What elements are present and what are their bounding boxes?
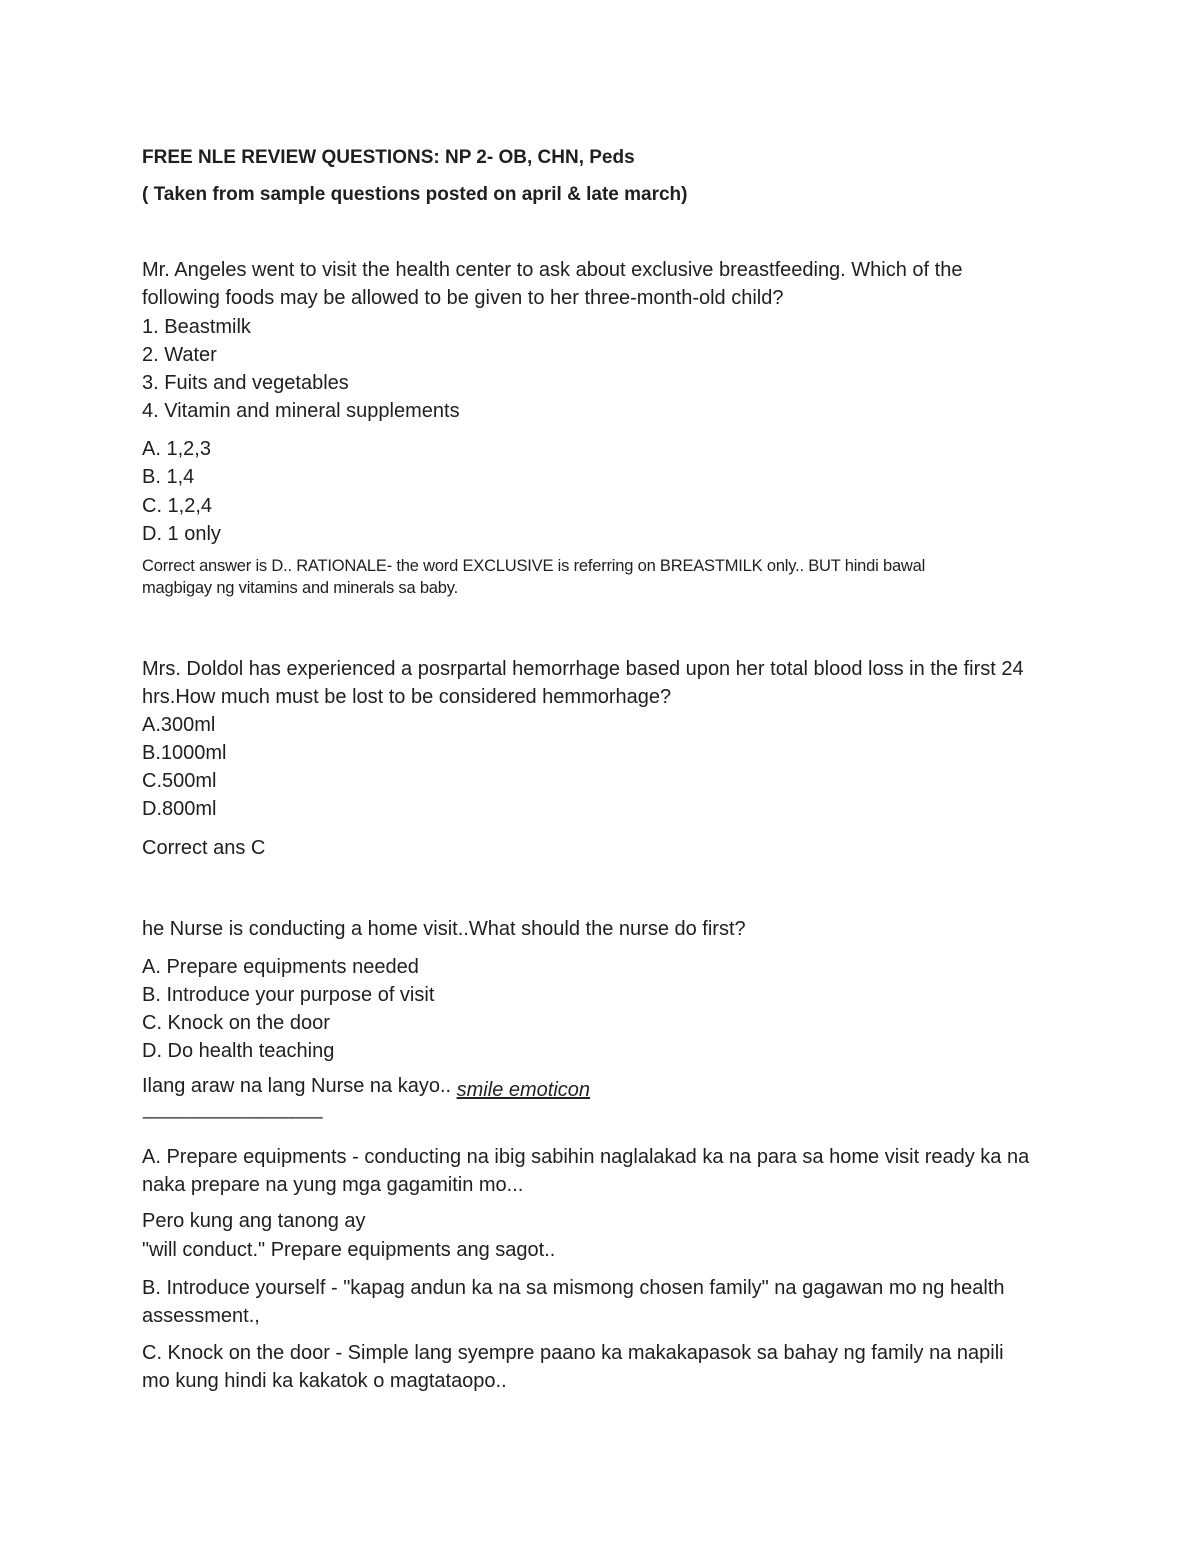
q2-option: A.300ml [142,714,216,736]
q3-note-line [142,1074,591,1101]
explanation-c-line1: C. Knock on the door - Simple lang syempre paano ka makakapasok sa bahay ng family na napili [142,1342,1004,1364]
explanation-b-line1: B. Introduce yourself - "kapag andun ka na sa mismong chosen family" na gagawan mo ng health [142,1277,1005,1299]
explanation-b-line2: assessment., [142,1305,260,1327]
q1-answer-line1: Correct answer is D.. RATIONALE- the word EXCLUSIVE is referring on BREASTMILK only.. BUT hindi bawal [142,557,926,575]
q2-answer: Correct ans C [142,837,266,859]
q1-option: C. 1,2,4 [142,495,213,517]
explanation-a-line2: naka prepare na yung mga gagamitin mo... [142,1174,524,1196]
q2-option: B.1000ml [142,742,227,764]
section-divider: ----------------------------------------------- [142,1109,322,1126]
q3-note: Ilang araw na lang Nurse na kayo.. [142,1075,457,1097]
q2-stem-line1: Mrs. Doldol has experienced a posrpartal hemorrhage based upon her total blood loss in the first 24 [142,658,1024,680]
q1-answer-line2: magbigay ng vitamins and minerals sa baby. [142,579,458,597]
document-subtitle: ( Taken from sample questions posted on april & late march) [142,184,688,205]
q1-stem-line1: Mr. Angeles went to visit the health center to ask about exclusive breastfeeding. Which of the [142,259,963,281]
explanation-pero-line1: Pero kung ang tanong ay [142,1210,366,1232]
q1-item: 1. Beastmilk [142,316,251,338]
explanation-a-line1: A. Prepare equipments - conducting na ibig sabihin naglalakad ka na para sa home visit ready ka na [142,1146,1030,1168]
q3-option: D. Do health teaching [142,1040,335,1062]
explanation-c-line2: mo kung hindi ka kakatok o magtataopo.. [142,1370,507,1392]
q1-item: 2. Water [142,344,217,366]
explanation-pero-line2: "will conduct." Prepare equipments ang sagot.. [142,1239,556,1261]
q1-stem-line2: following foods may be allowed to be given to her three-month-old child? [142,287,784,309]
q1-item: 3. Fuits and vegetables [142,372,349,394]
q3-option: A. Prepare equipments needed [142,956,419,978]
q1-item: 4. Vitamin and mineral supplements [142,400,460,422]
q2-stem-line2: hrs.How much must be lost to be considered hemmorhage? [142,686,672,708]
q2-option: D.800ml [142,798,217,820]
q3-stem: he Nurse is conducting a home visit..What should the nurse do first? [142,918,746,940]
document-title: FREE NLE REVIEW QUESTIONS: NP 2- OB, CHN, Peds [142,147,635,168]
q1-option: A. 1,2,3 [142,438,211,460]
q2-option: C.500ml [142,770,217,792]
smile-emoticon-link[interactable]: smile emoticon [456,1079,591,1101]
q3-option: B. Introduce your purpose of visit [142,984,435,1006]
q1-option: D. 1 only [142,523,221,545]
q1-option: B. 1,4 [142,466,195,488]
q3-option: C. Knock on the door [142,1012,330,1034]
